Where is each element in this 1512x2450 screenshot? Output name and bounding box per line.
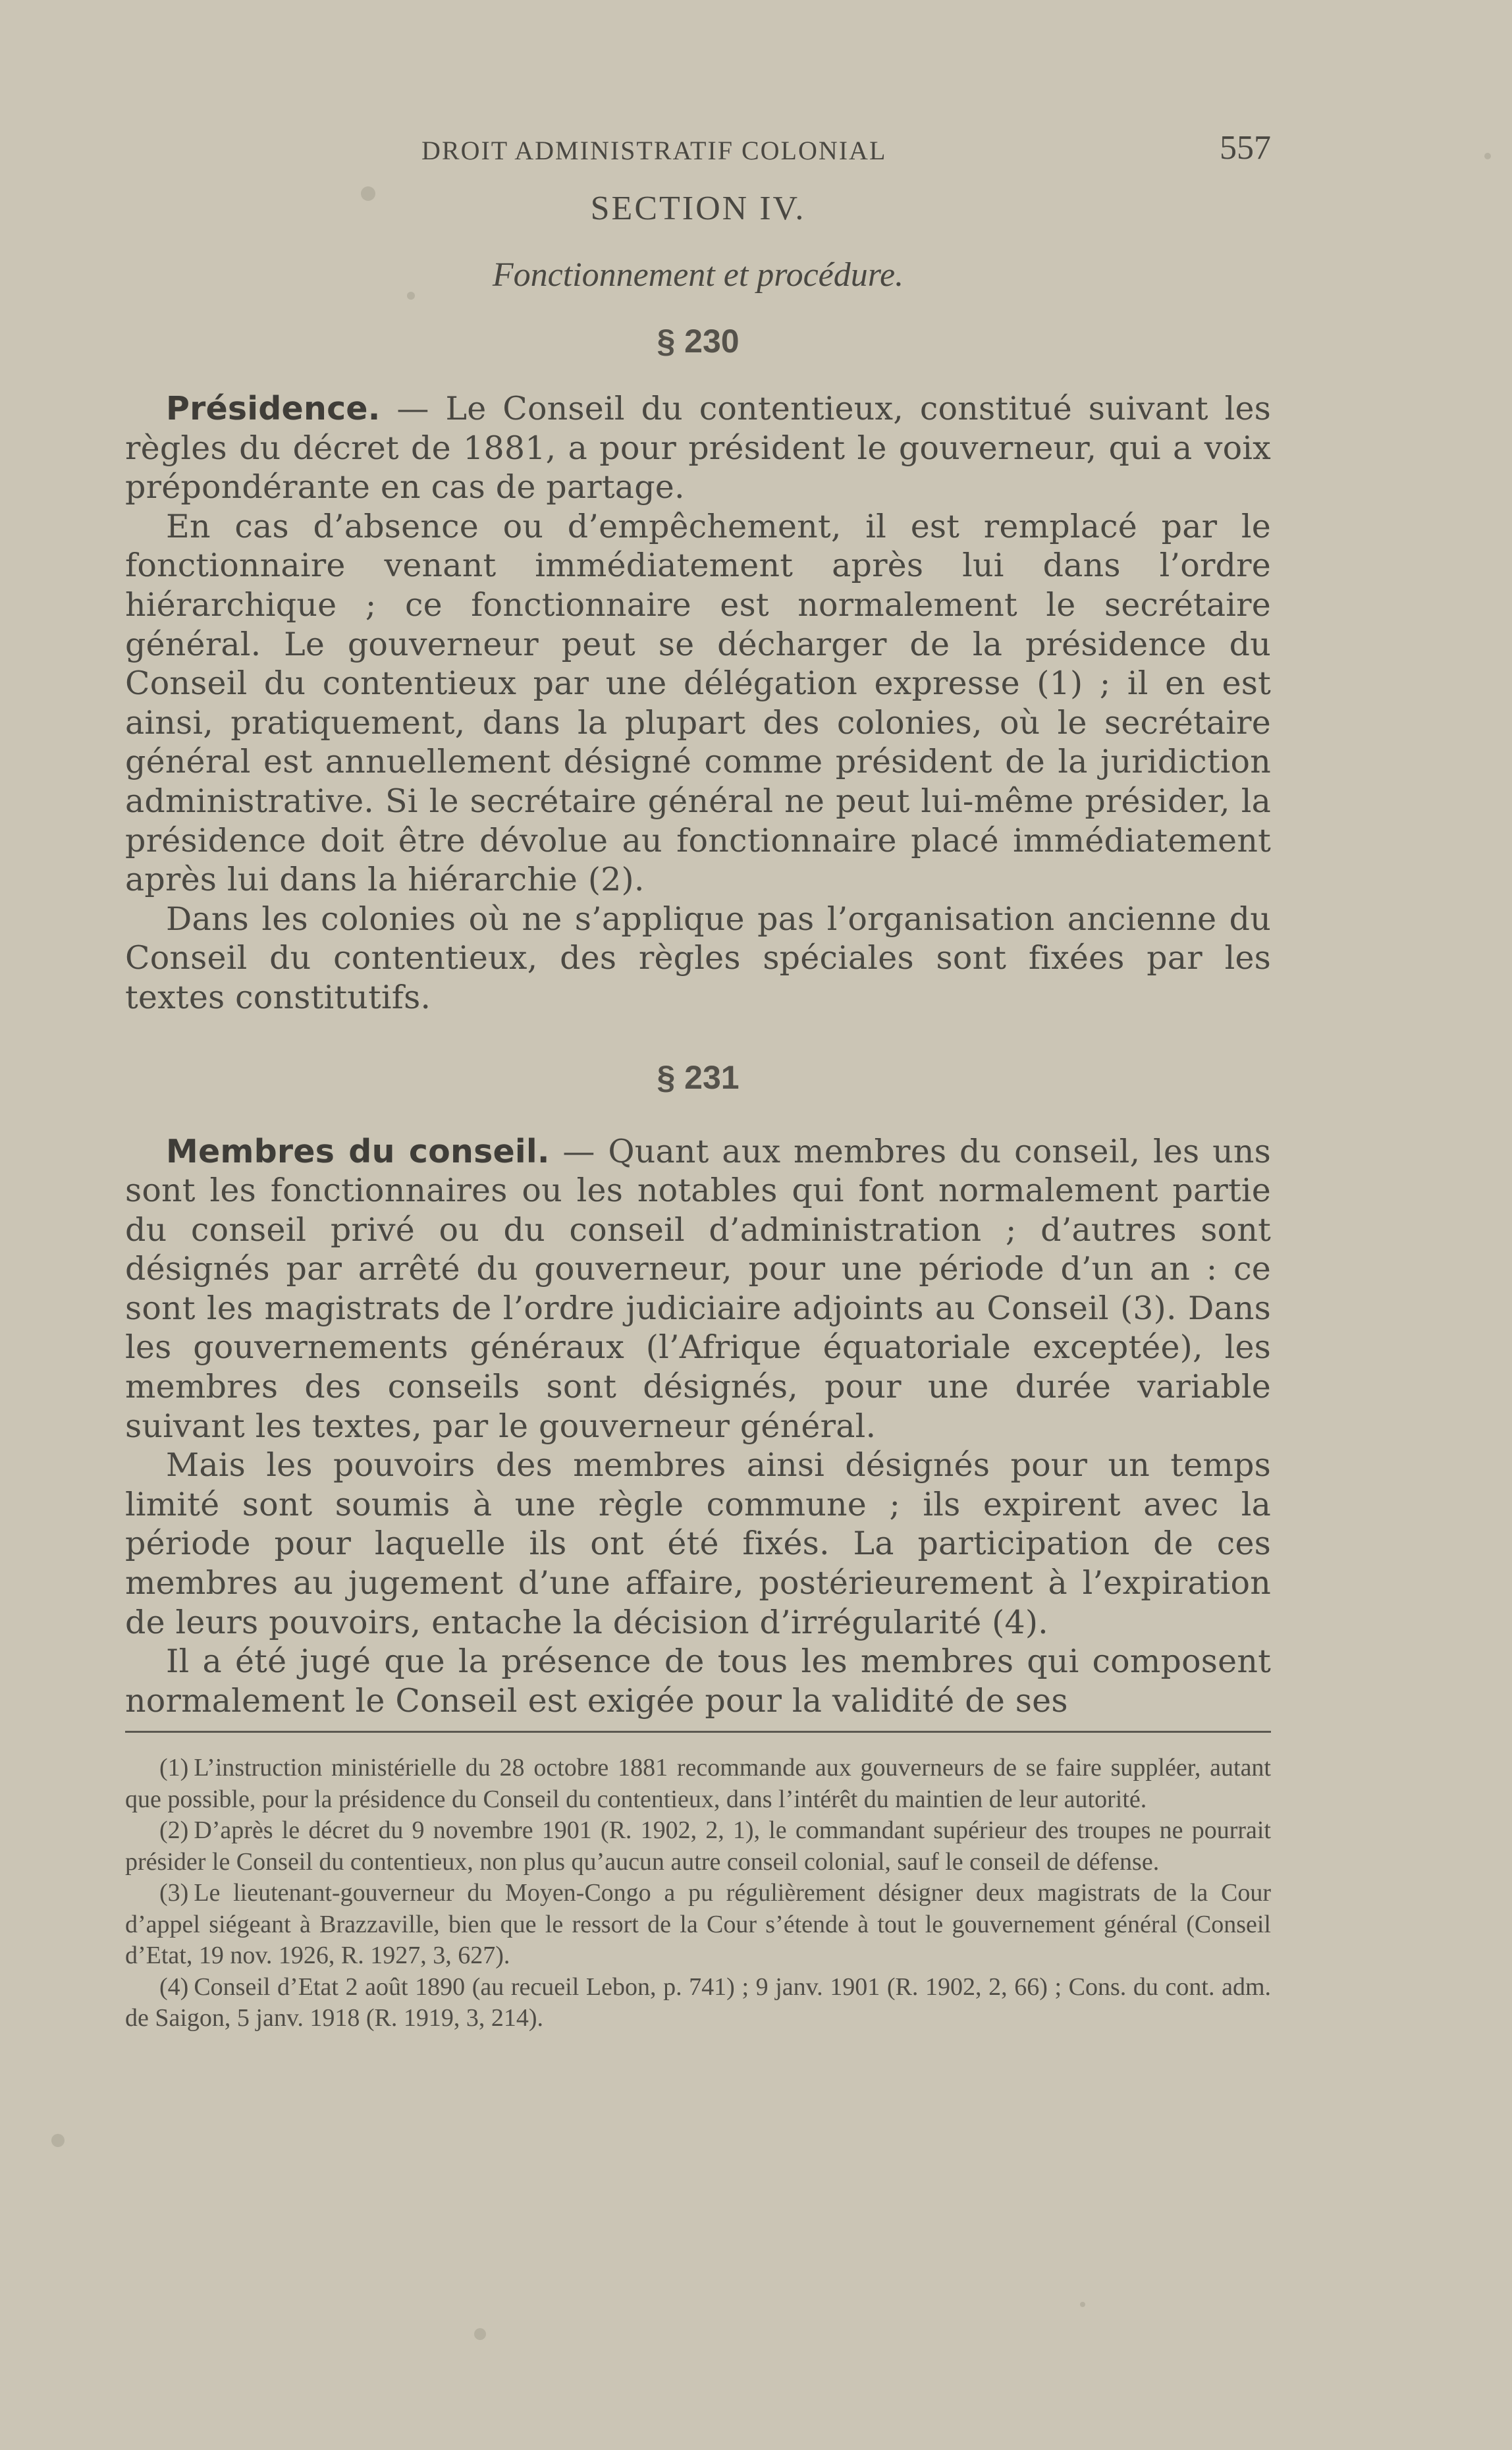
footnote-text: Le lieutenant-gouverneur du Moyen-Congo a pu régulièrement désigner deux magistrats de la Cour d’appel siégeant à Brazzaville, bien que le ressort de la Cour s’étende à tout le gouvernement général (Conseil d’Etat, 19 nov. 1926, R. 1927, 3, 627). xyxy=(125,1879,1271,1970)
paragraph-text: Le Conseil du contentieux, constitué suivant les règles du décret de 1881, a pour président le gouverneur, qui a voix prépondérante en cas de partage. xyxy=(125,390,1271,506)
footnotes xyxy=(125,1753,1271,2034)
footnote-text: Conseil d’Etat 2 août 1890 (au recueil Lebon, p. 741) ; 9 janv. 1901 (R. 1902, 2, 66) ; Cons. du cont. adm. de Saigon, 5 janv. 1918 (R. 1919, 3, 214). xyxy=(125,1973,1271,2032)
body-paragraph xyxy=(125,389,1271,507)
footnote-mark: (2) xyxy=(159,1816,189,1845)
body-paragraph: En cas d’absence ou d’empêchement, il est remplacé par le fonctionnaire venant immédiatement après lui dans l’ordre hiérarchique ; ce fonctionnaire est normalement le secrétaire général. Le gouverneur peut se décharger de la présidence du Conseil du contentieux par une délégation expresse (1) ; il en est ainsi, pratiquement, dans la plupart des colonies, où le secrétaire général est annuellement désigné comme président de la juridiction administrative. Si le secrétaire général ne peut lui-même présider, la présidence doit être dévolue au fonctionnaire placé immédiatement après lui dans la hiérarchie (2). xyxy=(125,507,1271,899)
footnote-text: D’après le décret du 9 novembre 1901 (R. 1902, 2, 1), le commandant supérieur des troupes ne pourrait présider le Conseil du contentieux, non plus qu’aucun autre conseil colonial, sauf le conseil de défense. xyxy=(125,1816,1271,1876)
body-paragraph: Il a été jugé que la présence de tous les membres qui composent normalement le Conseil est exigée pour la validité de ses xyxy=(125,1643,1271,1720)
footnote-mark: (4) xyxy=(159,1973,189,2001)
footnote xyxy=(125,1815,1271,1878)
body-paragraph: Dans les colonies où ne s’applique pas l’organisation ancienne du Conseil du contentieux, des règles spéciales sont fixées par les textes constitutifs. xyxy=(125,900,1271,1016)
section-title: SECTION IV. xyxy=(590,190,806,227)
paper-speck xyxy=(51,2134,65,2147)
footnote xyxy=(125,1972,1271,2034)
paragraph-text: Quant aux membres du conseil, les uns sont les fonctionnaires ou les notables qui font normalement partie du conseil privé ou du conseil d’administration ; d’autres sont désignés par arrêté du gouverneur, pour une période d’un an : ce sont les magistrats de l’ordre judiciaire adjoints au Conseil (3). Dans les gouvernements généraux (l’Afrique équatoriale exceptée), les membres des conseils sont désignés, pour une durée variable suivant les textes, par le gouverneur général. xyxy=(125,1132,1271,1445)
footnote xyxy=(125,1753,1271,1815)
section-subtitle: Fonctionnement et procédure. xyxy=(492,256,904,294)
paper-speck xyxy=(1484,153,1491,159)
footnote-mark: (3) xyxy=(159,1879,189,1907)
running-head xyxy=(125,128,1271,181)
body-paragraph xyxy=(125,1132,1271,1446)
paper-speck xyxy=(474,2328,486,2340)
footnote xyxy=(125,1878,1271,1972)
page-number: 557 xyxy=(1220,129,1271,167)
running-title: DROIT ADMINISTRATIF COLONIAL xyxy=(421,136,887,165)
paragraph-231-body xyxy=(125,1132,1271,1721)
paragraph-heading: Membres du conseil. xyxy=(166,1132,550,1170)
em-dash: — xyxy=(549,1132,608,1170)
paragraph-heading: Présidence. xyxy=(166,390,381,427)
paragraph-number-230: § 230 xyxy=(657,323,740,360)
em-dash: — xyxy=(380,390,446,427)
footnote-mark: (1) xyxy=(159,1754,189,1782)
footnote-text: L’instruction ministérielle du 28 octobre 1881 recommande aux gouverneurs de se faire suppléer, autant que possible, pour la présidence du Conseil du contentieux, dans l’intérêt du maintien de leur autorité. xyxy=(125,1754,1271,1813)
paragraph-number-231: § 231 xyxy=(657,1058,740,1096)
paper-speck xyxy=(1080,2302,1085,2307)
paragraph-230-body xyxy=(125,389,1271,1018)
body-paragraph: Mais les pouvoirs des membres ainsi désignés pour un temps limité sont soumis à une règle commune ; ils expirent avec la période pour laquelle ils ont été fixés. La participation de ces membres au jugement d’une affaire, postérieurement à l’expiration de leurs pouvoirs, entache la décision d’irrégularité (4). xyxy=(125,1446,1271,1641)
footnote-rule xyxy=(125,1731,1271,1733)
page-content xyxy=(125,128,1271,2034)
